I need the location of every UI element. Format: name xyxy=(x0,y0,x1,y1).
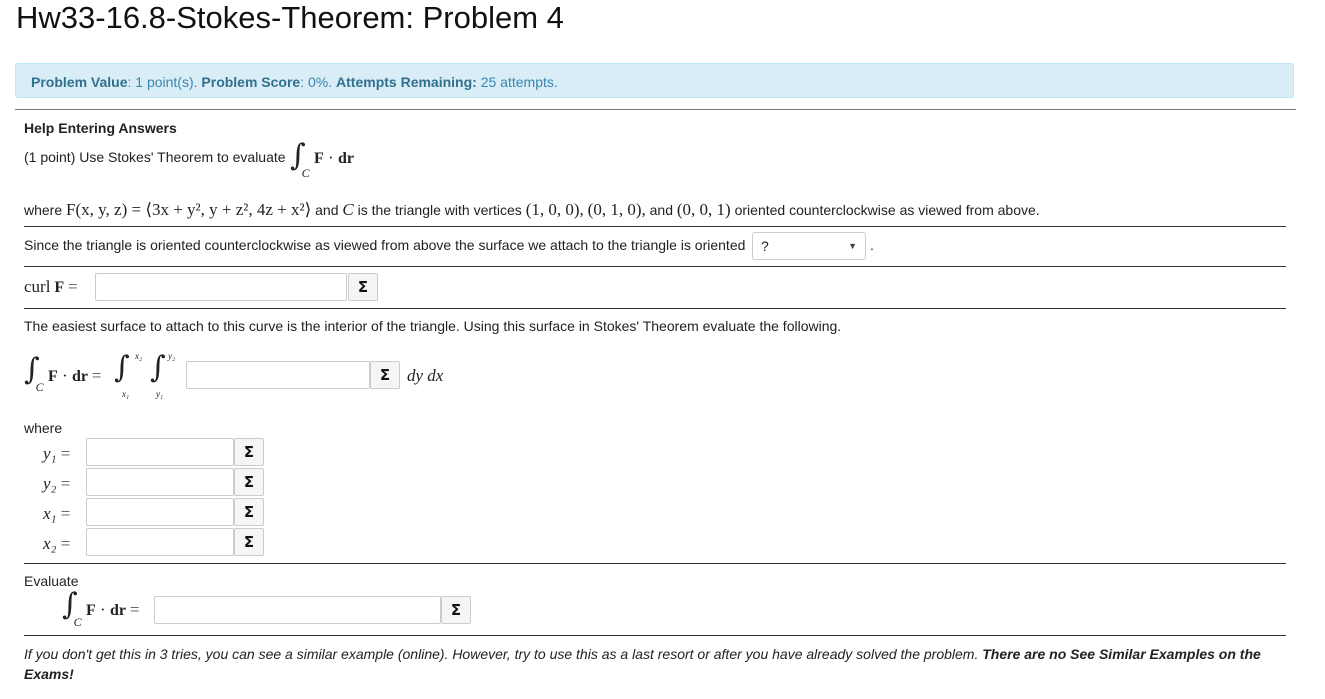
footer-note xyxy=(24,644,1286,684)
sigma-icon[interactable]: Σ xyxy=(234,468,264,496)
where-label: where xyxy=(24,420,63,436)
sigma-icon[interactable]: Σ xyxy=(234,528,264,556)
x1-limit: x₁ xyxy=(122,389,130,399)
easiest-surface-text: The easiest surface to attach to this curve is the interior of the triangle. Using this surface in Stokes' Theorem evaluate the following. xyxy=(24,318,842,334)
inner-integral: ∫ xyxy=(150,350,166,385)
divider xyxy=(24,226,1286,227)
divider xyxy=(15,109,1296,110)
y2-input[interactable] xyxy=(86,468,234,496)
x2-input[interactable] xyxy=(86,528,234,556)
f-dot-dr: F · dr xyxy=(314,148,354,167)
y2-limit: y₂ xyxy=(168,351,176,361)
sigma-icon[interactable]: Σ xyxy=(370,361,400,389)
evaluate-label: Evaluate xyxy=(24,573,79,589)
x1-input[interactable] xyxy=(86,498,234,526)
sigma-icon[interactable]: Σ xyxy=(234,438,264,466)
chevron-down-icon: ▼ xyxy=(848,241,857,251)
divider xyxy=(24,266,1286,267)
help-entering-answers-link[interactable]: Help Entering Answers xyxy=(24,120,177,136)
field-definition-line: where F(x, y, z) = ⟨3x + y², y + z², 4z + x²⟩ and C is the triangle with vertices (1, 0, 0), (0, 1, 0), and (0, 0, 1) oriented counterclockwise as viewed from above. xyxy=(24,200,1040,219)
y2-label: y₂ = xyxy=(43,474,71,493)
problem-score-text: : 0%. xyxy=(300,74,333,90)
integrand-input[interactable] xyxy=(186,361,370,389)
evaluate-integral: ∫C xyxy=(62,587,82,629)
x2-limit: x₂ xyxy=(135,351,143,361)
sigma-icon[interactable]: Σ xyxy=(441,596,471,624)
sigma-icon[interactable]: Σ xyxy=(234,498,264,526)
y1-label: y₁ = xyxy=(43,444,71,463)
problem-info-banner xyxy=(15,63,1294,98)
x2-label: x₂ = xyxy=(43,534,71,553)
vector-field-formula: F(x, y, z) = ⟨3x + y², y + z², 4z + x²⟩ xyxy=(66,200,312,219)
line-integral-expression: ∫C xyxy=(290,138,310,180)
problem-score-label: Problem Score xyxy=(201,74,301,90)
outer-integral: ∫ xyxy=(114,350,130,385)
divider xyxy=(24,563,1286,564)
orientation-select[interactable]: ? ▼ xyxy=(752,232,866,260)
dy-dx: dy dx xyxy=(407,366,444,385)
double-integral-expression: ∫C xyxy=(24,352,44,394)
curl-input[interactable] xyxy=(95,273,347,301)
f-dot-dr-lhs: F · dr = xyxy=(48,366,102,385)
line-integral-answer-input[interactable] xyxy=(154,596,441,624)
footer-italic: If you don't get this in 3 tries, you can see a similar example (online). However, try to use this as a last resort or after you have already solved the problem. xyxy=(24,646,979,662)
divider xyxy=(24,635,1286,636)
divider xyxy=(24,308,1286,309)
sigma-icon[interactable]: Σ xyxy=(348,273,378,301)
footer-bold: There are no See Similar Examples on the Exams! xyxy=(24,646,1261,682)
problem-value-label: Problem Value xyxy=(31,74,128,90)
y1-input[interactable] xyxy=(86,438,234,466)
y1-limit: y₁ xyxy=(156,389,164,399)
evaluate-f-dot-dr: F · dr = xyxy=(86,600,140,619)
page-title: Hw33-16.8-Stokes-Theorem: Problem 4 xyxy=(16,0,564,35)
problem-value-text: : 1 point(s). xyxy=(127,74,198,90)
curl-label: curl F = xyxy=(24,277,78,296)
attempts-text: 25 attempts. xyxy=(480,74,558,90)
attempts-label: Attempts Remaining: xyxy=(336,74,477,90)
intro-text: (1 point) Use Stokes' Theorem to evaluate xyxy=(24,149,286,165)
x1-label: x₁ = xyxy=(43,504,71,523)
period: . xyxy=(870,237,874,253)
orientation-question: Since the triangle is oriented counterclockwise as viewed from above the surface we attach to the triangle is oriented xyxy=(24,237,746,253)
